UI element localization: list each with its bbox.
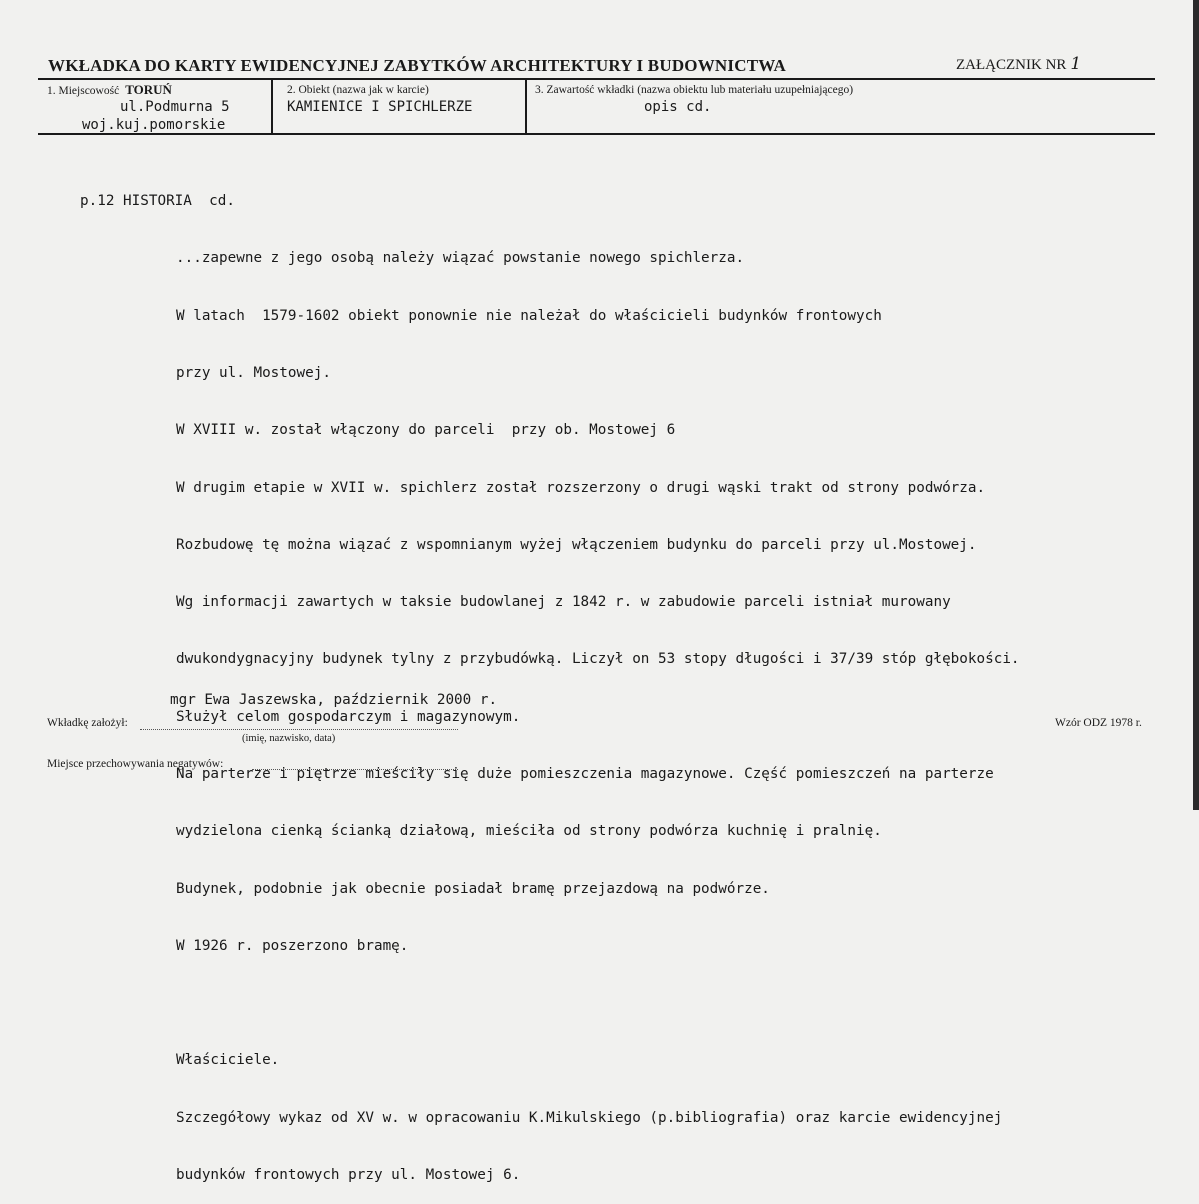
body-line: Rozbudowę tę można wiązać z wspomnianym wyżej włączeniem budynku do parceli przy ul.Mostowej.: [176, 536, 977, 553]
body-line: Budynek, podobnie jak obecnie posiadał bramę przejazdową na podwórze.: [176, 880, 770, 897]
body-line: W XVIII w. został włączony do parceli przy ob. Mostowej 6: [176, 422, 676, 439]
content-label: 3. Zawartość wkładki (nazwa obiektu lub materiału uzupełniającego): [535, 84, 854, 96]
body-line: Wg informacji zawartych w taksie budowlanej z 1842 r. w zabudowie parceli istniał murowany: [176, 594, 951, 611]
body-line: budynków frontowych przy ul. Mostowej 6.: [176, 1166, 521, 1183]
body-line: Służył celom gospodarczym i magazynowym.: [176, 708, 521, 725]
body-line: Szczegółowy wykaz od XV w. w opracowaniu K.Mikulskiego (p.bibliografia) oraz karcie ewidencyjnej: [176, 1109, 1003, 1126]
annex-number: 1: [1070, 54, 1082, 74]
body-line: Właściciele.: [176, 1052, 280, 1069]
body-line: wydzielona cienką ścianką działową, mieściła od strony podwórza kuchnię i pralnię.: [176, 823, 882, 840]
body-line: dwukondygnacyjny budynek tylny z przybudówką. Liczył on 53 stopy długości i 37/39 stóp głębokości.: [176, 651, 1020, 668]
annex-label-text: ZAŁĄCZNIK NR: [956, 57, 1067, 73]
location-value: TORUŃ: [125, 82, 172, 97]
header-bottom-rule: [38, 133, 1155, 135]
location-label: 1. Miejscowość: [47, 85, 120, 97]
negatives-dotted-line: [252, 769, 458, 770]
document-title: WKŁADKA DO KARTY EWIDENCYJNEJ ZABYTKÓW ARCHITEKTURY I BUDOWNICTWA: [48, 56, 787, 75]
body-line: ...zapewne z jego osobą należy wiązać powstanie nowego spichlerza.: [176, 250, 745, 267]
author-hint: (imię, nazwisko, data): [242, 733, 336, 744]
body-line: W 1926 r. poszerzono bramę.: [176, 937, 409, 954]
author-signature: mgr Ewa Jaszewska, październik 2000 r.: [170, 692, 498, 708]
section-heading: p.12 HISTORIA cd.: [80, 193, 235, 210]
header-divider-1: [271, 79, 273, 134]
object-value: KAMIENICE I SPICHLERZE: [287, 99, 473, 115]
annex-label: [956, 54, 1081, 74]
author-label: Wkładkę założył:: [47, 717, 128, 729]
scan-edge: [1193, 0, 1199, 810]
location-field: [47, 82, 172, 98]
address-line-2: woj.kuj.pomorskie: [82, 117, 226, 133]
document-body: [80, 154, 1020, 1204]
header-top-rule: [38, 78, 1155, 80]
object-label: 2. Obiekt (nazwa jak w karcie): [287, 84, 429, 96]
author-dotted-line: [140, 729, 458, 730]
body-line: W latach 1579-1602 obiekt ponownie nie należał do właścicieli budynków frontowych: [176, 307, 882, 324]
negatives-label: Miejsce przechowywania negatywów:: [47, 758, 224, 770]
content-value: opis cd.: [644, 99, 712, 115]
header-divider-2: [525, 79, 527, 134]
body-line: Na parterze i piętrze mieściły się duże pomieszczenia magazynowe. Część pomieszczeń na parterze: [176, 766, 994, 782]
body-line-blank: [80, 994, 1020, 1013]
form-code: Wzór ODZ 1978 r.: [1055, 717, 1142, 729]
body-line: przy ul. Mostowej.: [176, 365, 331, 382]
address-line-1: ul.Podmurna 5: [120, 99, 230, 115]
body-line: W drugim etapie w XVII w. spichlerz został rozszerzony o drugi wąski trakt od strony podwórza.: [176, 479, 986, 496]
